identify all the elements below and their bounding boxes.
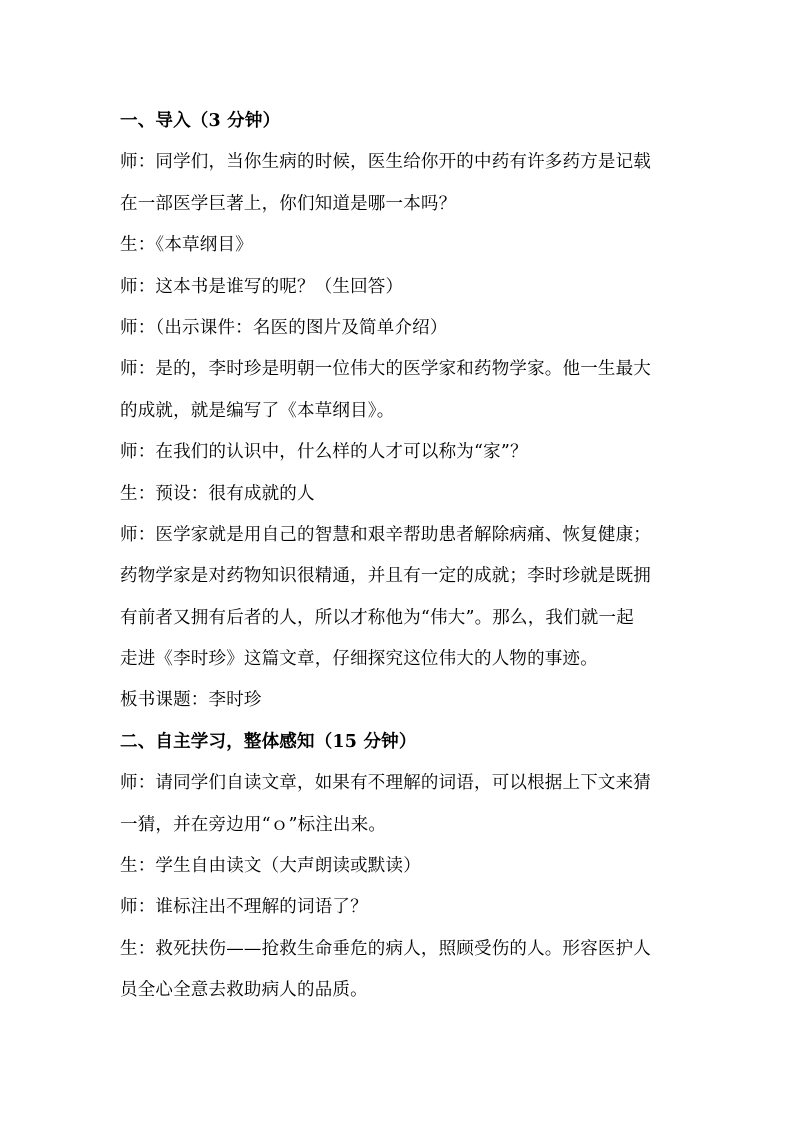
text-line: 师：是的，李时珍是明朝一位伟大的医学家和药物学家。他一生最大	[120, 359, 651, 380]
text-line: 师：（出示课件：名医的图片及简单介绍）	[120, 317, 448, 338]
text-line: 板书课题：李时珍	[120, 690, 262, 711]
text-line: 师：医学家就是用自己的智慧和艰辛帮助患者解除病痛、恢复健康；	[120, 524, 651, 545]
text-line: 药物学家是对药物知识很精通，并且有一定的成就；李时珍就是既拥	[120, 566, 651, 587]
text-line: 的成就，就是编写了《本草纲目》。	[120, 400, 395, 421]
text-line: 师：这本书是谁写的呢？（生回答）	[120, 276, 404, 297]
section-heading: 一、导入（3 分钟）	[120, 111, 281, 131]
section-heading: 二、自主学习，整体感知（15 分钟）	[120, 731, 417, 752]
text-line: 员全心全意去救助病人的品质。	[120, 980, 368, 1001]
text-line: 在一部医学巨著上，你们知道是哪一本吗？	[120, 193, 457, 214]
document-body	[120, 101, 680, 1012]
text-line: 一猜，并在旁边用“ｏ”标注出来。	[120, 814, 387, 835]
text-line: 师：谁标注出不理解的词语了？	[120, 897, 368, 918]
text-line: 走进《李时珍》这篇文章，仔细探究这位伟大的人物的事迹。	[120, 649, 598, 670]
text-line: 师：请同学们自读文章，如果有不理解的词语，可以根据上下文来猜	[120, 773, 651, 794]
text-line: 生：救死扶伤——抢救生命垂危的病人，照顾受伤的人。形容医护人	[120, 938, 651, 959]
text-line: 生：预设：很有成就的人	[120, 483, 315, 504]
text-line: 师：同学们，当你生病的时候，医生给你开的中药有许多药方是记载	[120, 152, 651, 173]
text-line: 有前者又拥有后者的人，所以才称他为“伟大”。那么，我们就一起	[120, 607, 634, 628]
text-line: 师：在我们的认识中，什么样的人才可以称为“家”？	[120, 442, 528, 463]
text-line: 生：《本草纲目》	[120, 235, 253, 256]
text-line: 生：学生自由读文（大声朗读或默读）	[120, 856, 421, 877]
